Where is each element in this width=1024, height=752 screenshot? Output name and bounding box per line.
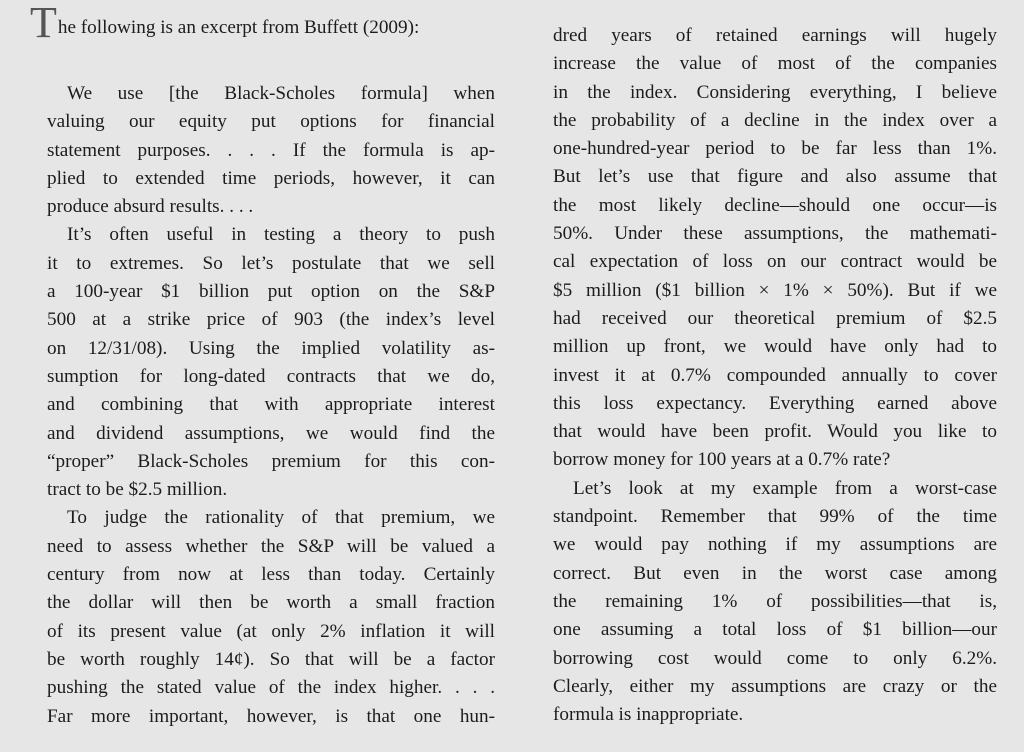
text-line: sumption for long-dated contracts that we do,: [47, 365, 495, 387]
text-line: borrowing cost would come to only 6.2%.: [553, 647, 997, 669]
text-line: in the index. Considering everything, I believe: [553, 81, 997, 103]
text-line: need to assess whether the S&P will be valued a: [47, 535, 495, 557]
text-line: that would have been profit. Would you like to: [553, 421, 997, 443]
text-line: the remaining 1% of possibilities—that is,: [553, 590, 997, 612]
text-line: 500 at a strike price of 903 (the index’s level: [47, 309, 495, 331]
text-line: the probability of a decline in the index over a: [553, 109, 997, 131]
text-line: this loss expectancy. Everything earned above: [553, 392, 997, 414]
text-line: borrow money for 100 years at a 0.7% rate?: [553, 449, 891, 471]
text-line: statement purposes. . . . If the formula is ap-: [47, 139, 495, 161]
text-line: valuing our equity put options for financial: [47, 111, 495, 133]
text-line: standpoint. Remember that 99% of the time: [553, 506, 997, 528]
text-line: and dividend assumptions, we would find the: [47, 422, 495, 444]
text-line: formula is inappropriate.: [553, 704, 744, 726]
text-line: it to extremes. So let’s postulate that we sell: [47, 252, 495, 274]
text-line: plied to extended time periods, however, it can: [47, 167, 495, 189]
text-line: a 100-year $1 billion put option on the S&P: [47, 281, 495, 303]
text-line: produce absurd results. . . .: [47, 196, 254, 218]
drop-cap: T: [30, 0, 57, 47]
text-line: increase the value of most of the companies: [553, 53, 997, 75]
text-line: had received our theoretical premium of $2.5: [553, 307, 997, 329]
text-line: tract to be $2.5 million.: [47, 479, 228, 501]
intro-sentence: [30, 0, 420, 47]
text-line: the most likely decline—should one occur—is: [553, 194, 997, 216]
left-column-quote: [47, 80, 495, 731]
text-line: one-hundred-year period to be far less than 1%.: [553, 138, 997, 160]
text-line: one assuming a total loss of $1 billion—our: [553, 619, 997, 641]
text-line: be worth roughly 14¢). So that will be a factor: [47, 648, 495, 670]
text-line: Let’s look at my example from a worst-case: [573, 477, 997, 499]
text-line: Clearly, either my assumptions are crazy or the: [553, 675, 997, 697]
text-line: million up front, we would have only had to: [553, 336, 997, 358]
text-line: invest it at 0.7% compounded annually to cover: [553, 364, 997, 386]
text-line: 50%. Under these assumptions, the mathemati-: [553, 223, 997, 245]
text-line: dred years of retained earnings will hugely: [553, 25, 997, 46]
text-line: To judge the rationality of that premium, we: [67, 507, 495, 529]
text-line: But let’s use that figure and also assume that: [553, 166, 997, 188]
text-line: correct. But even in the worst case among: [553, 562, 997, 584]
text-line: the dollar will then be worth a small fraction: [47, 592, 495, 614]
text-line: on 12/31/08). Using the implied volatility as-: [47, 337, 495, 359]
right-column-quote: [553, 22, 997, 729]
text-line: we would pay nothing if my assumptions are: [553, 534, 997, 556]
text-line: pushing the stated value of the index higher. . . .: [47, 677, 495, 699]
text-line: “proper” Black-Scholes premium for this con-: [47, 450, 495, 472]
text-line: It’s often useful in testing a theory to push: [67, 224, 495, 246]
text-line: cal expectation of loss on our contract would be: [553, 251, 997, 273]
text-line: We use [the Black-Scholes formula] when: [67, 83, 495, 104]
text-line: Far more important, however, is that one hun-: [47, 705, 495, 727]
text-line: and combining that with appropriate interest: [47, 394, 495, 416]
intro-text: he following is an excerpt from Buffett (2009):: [57, 17, 420, 38]
text-line: of its present value (at only 2% inflation it will: [47, 620, 495, 642]
text-line: century from now at less than today. Certainly: [47, 564, 495, 586]
text-line: $5 million ($1 billion × 1% × 50%). But if we: [553, 279, 997, 301]
